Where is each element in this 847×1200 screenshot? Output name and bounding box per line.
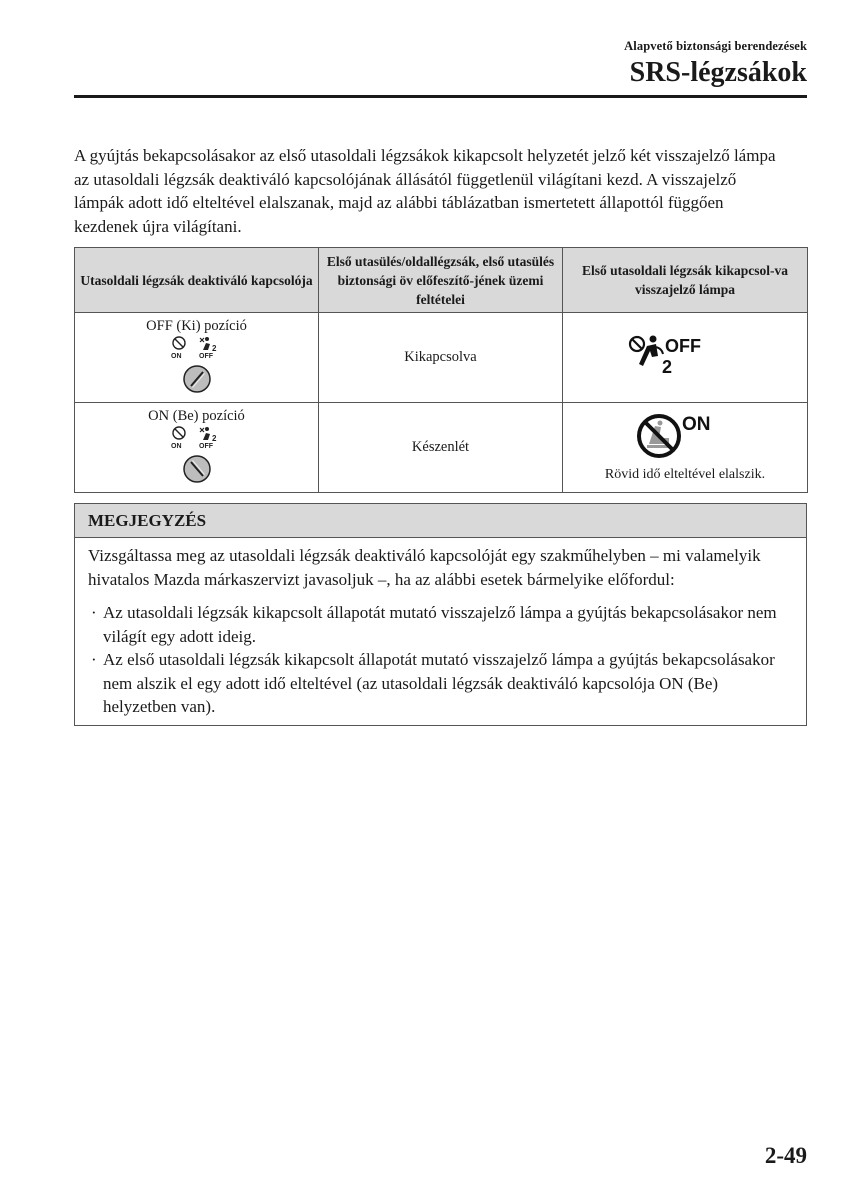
switch-position-label: ON (Be) pozíció (148, 408, 245, 424)
deactivation-switch-off-icon (162, 336, 232, 394)
airbag-on-indicator-icon (635, 412, 735, 460)
intro-paragraph: A gyújtás bekapcsolásakor az első utasoldali légzsákok kikapcsolt helyzetét jelző két visszajelző lámpa az utasoldali légzsák deaktiváló kapcsolójának állásától függetlenül világítani kezd. A visszajelző lámpák adott idő elteltével elalszanak, majd az alábbi táblázatban ismertetett állapottól függően kezdenek újra világítani. (74, 146, 776, 236)
deactivation-switch-on-icon (162, 426, 232, 484)
switch-position-label: OFF (Ki) pozíció (146, 318, 247, 334)
condition-cell: Kikapcsolva (319, 313, 563, 403)
indicator-lamp-cell (563, 403, 808, 493)
header-divider (74, 95, 807, 98)
table-row (75, 313, 808, 403)
lamp-note: Rövid idő elteltével elalszik. (604, 467, 766, 482)
note-title: MEGJEGYZÉS (75, 504, 806, 538)
switch-num-label: 2 (211, 434, 216, 443)
table-row (75, 403, 808, 493)
switch-position-cell (75, 403, 319, 493)
note-box (74, 503, 807, 726)
lamp-off-label: OFF (665, 336, 701, 356)
switch-off-label: OFF (198, 443, 213, 450)
list-item: · Az utasoldali légzsák kikapcsolt állapotát mutató visszajelző lámpa a gyújtás bekapcsolásakor nem világít egy adott ideig. (88, 601, 793, 648)
switch-num-label: 2 (211, 344, 216, 353)
list-item: · Az első utasoldali légzsák kikapcsolt állapotát mutató visszajelző lámpa a gyújtás bekapcsolásakor nem alszik el egy adott idő elteltével (az utasoldali légzsák deaktiváló kapcsolója ON (Be) helyzetben van). (88, 648, 793, 719)
note-body (75, 538, 806, 725)
indicator-lamp-cell (563, 313, 808, 403)
page-number: 2-49 (764, 1143, 807, 1168)
note-paragraph: Vizsgáltassa meg az utasoldali légzsák deaktiváló kapcsolóját egy szakműhelyben – mi valamelyik hivatalos Mazda márkaszervizt javasoljuk –, ha az alábbi esetek bármelyike előfordul: (88, 546, 761, 589)
switch-position-cell (75, 313, 319, 403)
section-title: Alapvető biztonsági berendezések (624, 39, 807, 53)
page-title: SRS-légzsákok (629, 57, 807, 88)
lamp-on-label: ON (682, 414, 711, 435)
table-header-switch: Utasoldali légzsák deaktiváló kapcsolója (75, 248, 319, 313)
note-bullet-list (88, 601, 793, 719)
lamp-num-label: 2 (662, 357, 673, 377)
condition-cell: Készenlét (319, 403, 563, 493)
table-header-condition: Első utasülés/oldallégzsák, első utasülés biztonsági öv előfeszítő-jének üzemi feltételei (319, 248, 563, 313)
table-header-row (75, 248, 808, 313)
switch-on-label: ON (170, 353, 181, 360)
switch-off-label: OFF (198, 353, 213, 360)
status-table (74, 247, 808, 493)
table-header-lamp: Első utasoldali légzsák kikapcsol-va visszajelző lámpa (563, 248, 808, 313)
airbag-off-indicator-icon (625, 330, 745, 380)
switch-on-label: ON (170, 443, 181, 450)
